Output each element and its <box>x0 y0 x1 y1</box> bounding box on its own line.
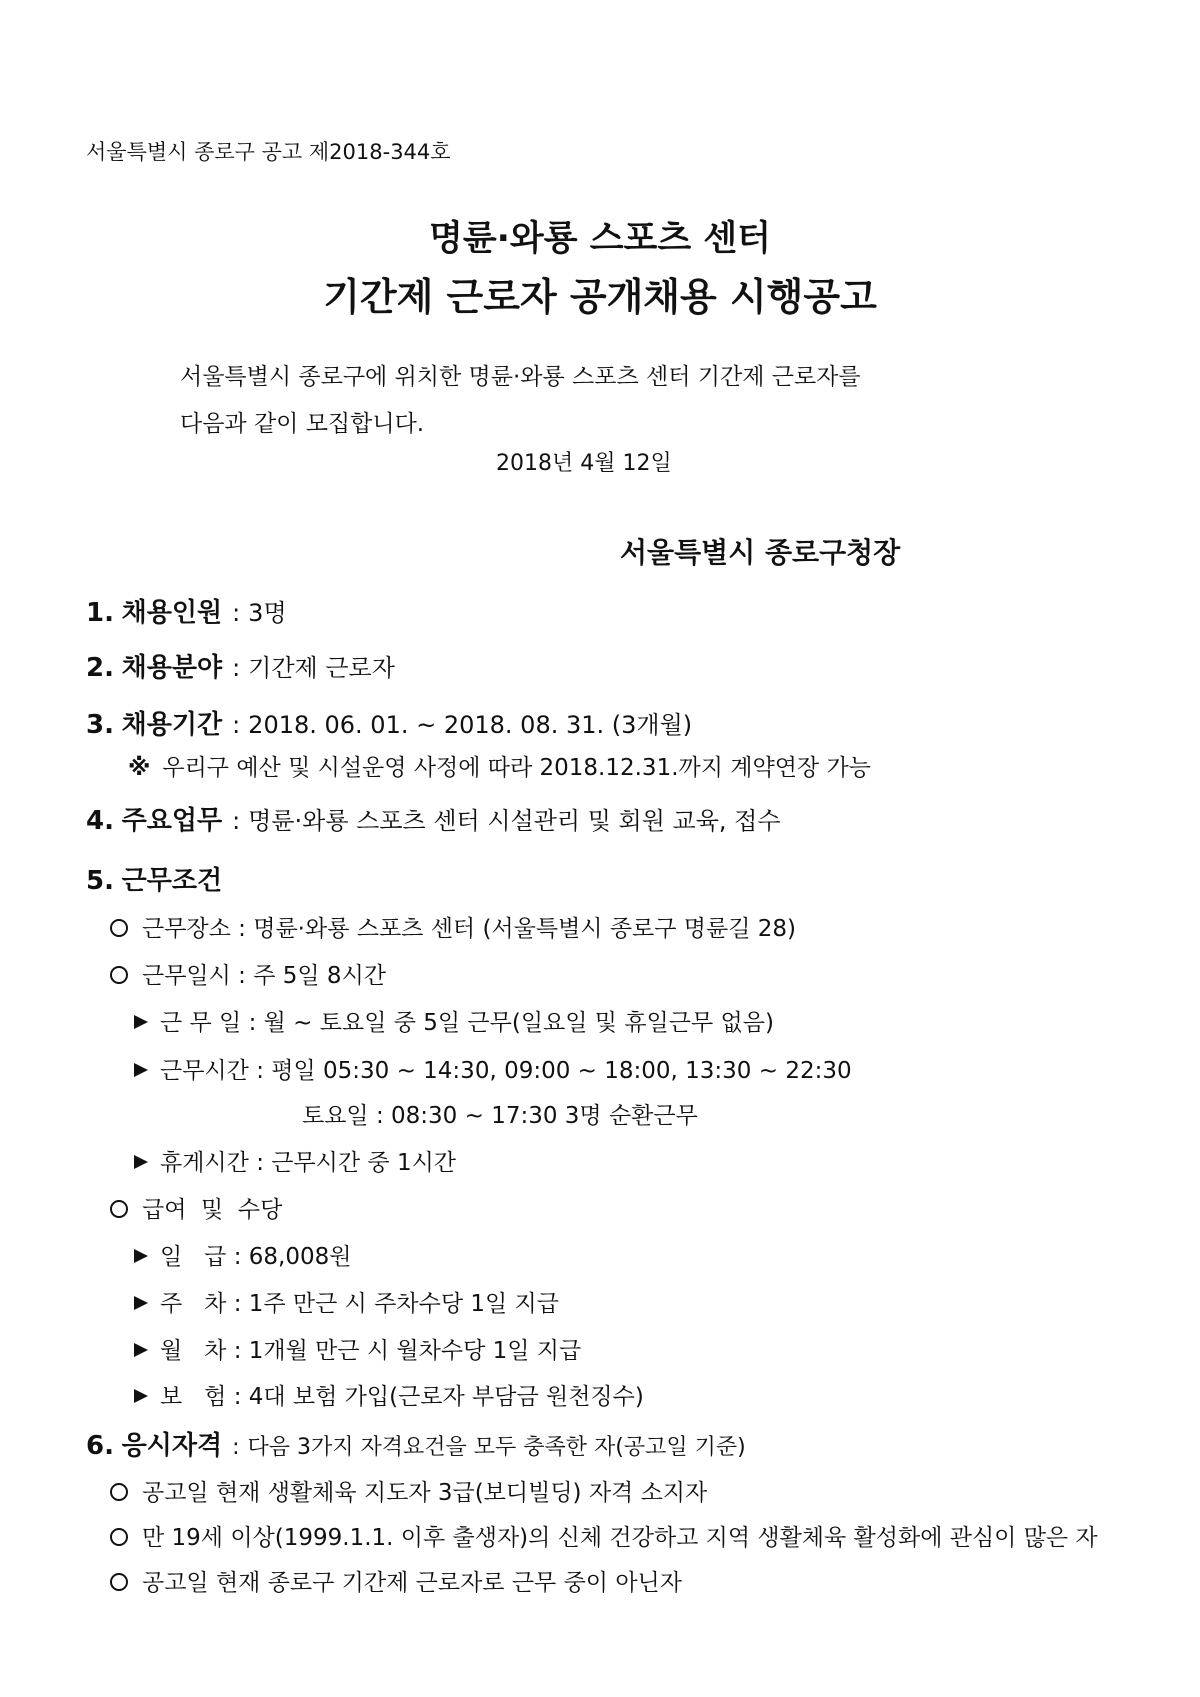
pay-item-monthly <box>134 1340 581 1363</box>
work-schedule-item <box>110 965 386 988</box>
section-number: 5. <box>86 866 114 896</box>
triangle-bullet-icon <box>134 1015 148 1029</box>
break-time-label: 휴게시간 <box>160 1150 249 1176</box>
section-value: 기간제 근로자 <box>248 654 395 682</box>
saturday-hours: 토요일 : 08:30 ~ 17:30 3명 순환근무 <box>302 1103 698 1129</box>
workdays-item <box>134 1012 774 1035</box>
circle-bullet-icon <box>110 966 128 984</box>
intro-line2: 다음과 같이 모집합니다. <box>180 411 425 437</box>
page-title-line2: 기간제 근로자 공개채용 시행공고 <box>323 275 877 319</box>
work-place-item <box>110 918 796 941</box>
circle-bullet-icon <box>110 919 128 937</box>
pay-item-value: : 68,008원 <box>233 1244 352 1270</box>
pay-item-value: : 4대 보험 가입(근로자 부담금 원천징수) <box>233 1384 644 1410</box>
pay-heading-item <box>110 1199 282 1222</box>
section-label: 응시자격 <box>121 1431 223 1461</box>
pay-item-weekly <box>134 1293 559 1316</box>
section-number: 3. <box>86 710 114 740</box>
section-label: 채용분야 <box>121 653 223 683</box>
note-mark: ※ <box>128 755 151 781</box>
qualification-item <box>110 1572 682 1595</box>
circle-bullet-icon <box>110 1573 128 1591</box>
break-time-value: : 근무시간 중 1시간 <box>256 1150 457 1176</box>
triangle-bullet-icon <box>134 1343 148 1357</box>
triangle-bullet-icon <box>134 1389 148 1403</box>
section-recruit-field <box>86 655 395 681</box>
circle-bullet-icon <box>110 1483 128 1501</box>
page-title-line1: 명륜·와룡 스포츠 센터 <box>429 219 771 259</box>
pay-item-label: 월 차 <box>160 1338 227 1364</box>
section-qualifications <box>86 1433 746 1459</box>
pay-item-label: 일 급 <box>160 1244 227 1270</box>
section-value: 다음 3가지 자격요건을 모두 충족한 자(공고일 기준) <box>247 1435 746 1460</box>
section-label: 주요업무 <box>121 806 223 836</box>
notice-number: 서울특별시 종로구 공고 제2018-344호 <box>86 140 451 164</box>
pay-item-value: : 1개월 만근 시 월차수당 1일 지급 <box>233 1338 582 1364</box>
section-label: 채용기간 <box>121 710 223 740</box>
section-main-duties <box>86 808 781 834</box>
section-number: 2. <box>86 653 114 683</box>
section-label: 채용인원 <box>121 598 223 628</box>
contract-extension-note <box>128 757 871 780</box>
circle-bullet-icon <box>110 1200 128 1218</box>
pay-item-daily <box>134 1246 351 1269</box>
workdays-value: : 월 ~ 토요일 중 5일 근무(일요일 및 휴일근무 없음) <box>248 1010 774 1036</box>
qualification-text: 공고일 현재 생활체육 지도자 3급(보디빌딩) 자격 소지자 <box>142 1480 708 1506</box>
triangle-bullet-icon <box>134 1296 148 1310</box>
section-number: 1. <box>86 598 114 628</box>
section-working-conditions <box>86 868 222 894</box>
triangle-bullet-icon <box>134 1155 148 1169</box>
section-recruit-count <box>86 600 287 626</box>
work-schedule-text: 근무일시 : 주 5일 8시간 <box>142 963 387 989</box>
section-value: 3명 <box>248 599 287 627</box>
section-recruit-period <box>86 712 692 738</box>
break-time-item <box>134 1152 456 1175</box>
section-value: 2018. 06. 01. ~ 2018. 08. 31. (3개월) <box>248 711 693 739</box>
qualification-item <box>110 1527 1098 1550</box>
qualification-text: 만 19세 이상(1999.1.1. 이후 출생자)의 신체 건강하고 지역 생활체육 활성화에 관심이 많은 자 <box>142 1525 1098 1551</box>
pay-item-label: 보 험 <box>160 1384 227 1410</box>
announcement-date: 2018년 4월 12일 <box>496 451 672 476</box>
work-place-text: 근무장소 : 명륜·와룡 스포츠 센터 (서울특별시 종로구 명륜길 28) <box>142 916 796 942</box>
pay-item-value: : 1주 만근 시 주차수당 1일 지급 <box>233 1291 559 1317</box>
separator: : <box>232 807 241 835</box>
separator: : <box>232 599 241 627</box>
circle-bullet-icon <box>110 1528 128 1546</box>
pay-item-insurance <box>134 1386 644 1409</box>
separator: : <box>232 711 241 739</box>
pay-item-label: 주 차 <box>160 1291 227 1317</box>
qualification-item <box>110 1482 707 1505</box>
workdays-label: 근 무 일 <box>160 1010 242 1036</box>
qualification-text: 공고일 현재 종로구 기간제 근로자로 근무 중이 아닌자 <box>142 1570 682 1596</box>
work-hours-item <box>134 1060 852 1083</box>
work-hours-label: 근무시간 <box>160 1058 249 1084</box>
section-value: 명륜·와룡 스포츠 센터 시설관리 및 회원 교육, 접수 <box>248 807 781 835</box>
pay-heading-text: 급여 및 수당 <box>142 1197 283 1223</box>
triangle-bullet-icon <box>134 1063 148 1077</box>
separator: : <box>232 1435 240 1460</box>
intro-line1: 서울특별시 종로구에 위치한 명륜·와룡 스포츠 센터 기간제 근로자를 <box>180 364 861 390</box>
separator: : <box>232 654 241 682</box>
section-number: 4. <box>86 806 114 836</box>
section-label: 근무조건 <box>121 866 223 896</box>
issuer: 서울특별시 종로구청장 <box>620 536 901 569</box>
note-text: 우리구 예산 및 시설운영 사정에 따라 2018.12.31.까지 계약연장 가능 <box>162 755 871 781</box>
work-hours-value: : 평일 05:30 ~ 14:30, 09:00 ~ 18:00, 13:30 ~ 22:30 <box>256 1058 852 1084</box>
section-number: 6. <box>86 1431 114 1461</box>
triangle-bullet-icon <box>134 1249 148 1263</box>
